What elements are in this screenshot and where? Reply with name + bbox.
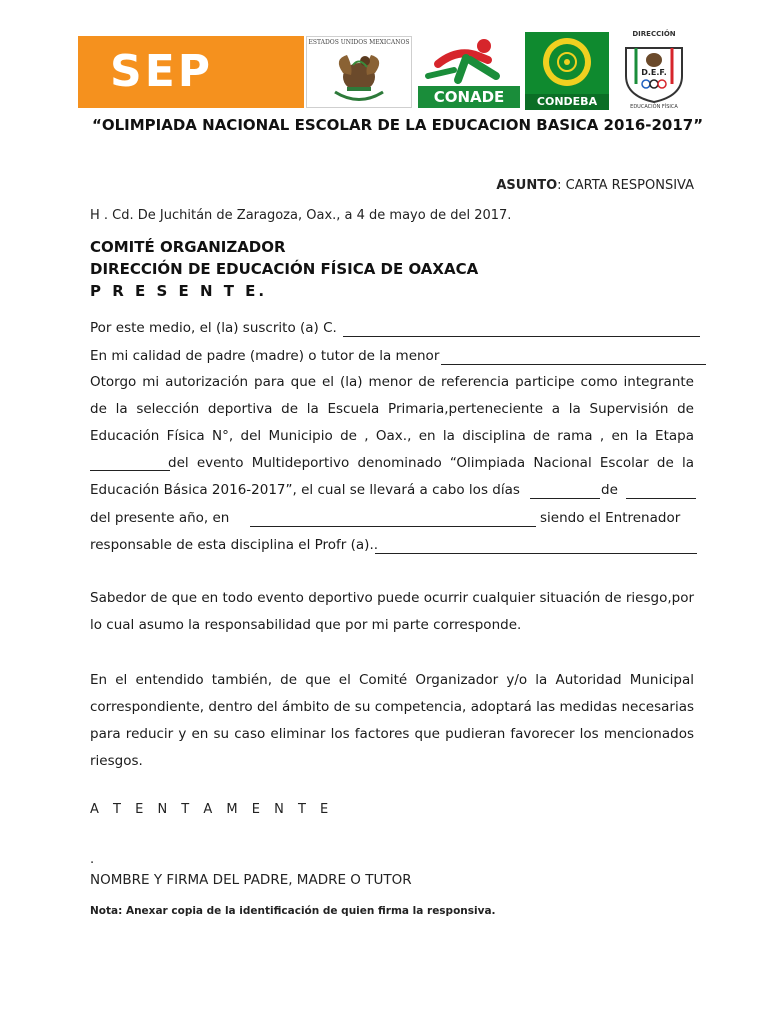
eagle-icon — [307, 37, 411, 107]
para3-line-3: para reducir y en su caso eliminar los factores que pudieran favorecer los mencionados — [90, 726, 694, 742]
runner-icon — [418, 36, 520, 86]
atentamente: A T E N T A M E N T E — [90, 802, 334, 817]
place-date: H . Cd. De Juchitán de Zaragoza, Oax., a 4 de mayo de del 2017. — [90, 208, 512, 223]
note: Nota: Anexar copia de la identificación de quien firma la responsiva. — [90, 905, 496, 917]
asunto-label: ASUNTO — [496, 178, 558, 193]
body-line-7b: de — [601, 482, 618, 498]
body-line-1: Por este medio, el (la) suscrito (a) C. — [90, 320, 337, 336]
body-line-6: del evento Multideportivo denominado “Olimpiada Nacional Escolar de la — [168, 455, 694, 471]
body-line-7a: Educación Básica 2016-2017”, el cual se llevará a cabo los días — [90, 482, 520, 498]
sep-logo-text: SEP — [110, 46, 213, 97]
blank-suscrito — [343, 336, 700, 337]
condeba-emblem-icon — [525, 32, 609, 94]
blank-menor — [441, 364, 706, 365]
para3-line-4: riesgos. — [90, 753, 143, 769]
blank-entrenador — [375, 553, 697, 554]
def-logo — [612, 28, 696, 110]
body-line-2: En mi calidad de padre (madre) o tutor de la menor — [90, 348, 440, 364]
blank-etapa — [90, 470, 170, 471]
conade-label: CONADE — [418, 86, 520, 108]
body-line-8a: del presente año, en — [90, 510, 230, 526]
sep-logo — [78, 36, 304, 108]
body-line-3: Otorgo mi autorización para que el (la) menor de referencia participe como integrante — [90, 374, 694, 390]
def-bottom-text: EDUCACIÓN FÍSICA — [630, 104, 678, 110]
body-line-8b: siendo el Entrenador — [540, 510, 681, 526]
document-title: “OLIMPIADA NACIONAL ESCOLAR DE LA EDUCACION BASICA 2016-2017” — [92, 116, 704, 134]
escudo-text: ESTADOS UNIDOS MEXICANOS — [308, 39, 410, 46]
asunto-value: : CARTA RESPONSIVA — [557, 178, 694, 193]
body-line-9: responsable de esta disciplina el Profr (a).. — [90, 537, 379, 553]
body-line-5: Educación Física N°, del Municipio de , Oax., en la disciplina de rama , en la Etapa — [90, 428, 694, 444]
blank-dias — [530, 498, 600, 499]
para3-line-1: En el entendido también, de que el Comité Organizador y/o la Autoridad Municipal — [90, 672, 694, 688]
blank-lugar — [250, 526, 536, 527]
asunto-line — [496, 178, 694, 193]
signature-dot: . — [90, 852, 95, 867]
escudo-nacional-logo — [306, 36, 412, 108]
condeba-label: CONDEBA — [525, 94, 609, 110]
def-mid-text: D.E.F. — [641, 68, 667, 77]
def-top-text: DIRECCIÓN — [632, 30, 676, 38]
recipient-line-3: P R E S E N T E. — [90, 282, 268, 300]
body-line-4: de la selección deportiva de la Escuela Primaria,perteneciente a la Supervisión de — [90, 401, 694, 417]
recipient-line-2: DIRECCIÓN DE EDUCACIÓN FÍSICA DE OAXACA — [90, 260, 479, 278]
para2-line-2: lo cual asumo la responsabilidad que por mi parte corresponde. — [90, 617, 522, 633]
para3-line-2: correspondiente, dentro del ámbito de su competencia, adoptará las medidas necesarias — [90, 699, 694, 715]
conade-logo — [418, 36, 520, 108]
para2-line-1: Sabedor de que en todo evento deportivo puede ocurrir cualquier situación de riesgo,por — [90, 590, 694, 606]
def-shield-icon — [612, 28, 696, 110]
blank-dias-2 — [626, 498, 696, 499]
condeba-logo — [525, 32, 609, 110]
recipient-line-1: COMITÉ ORGANIZADOR — [90, 238, 286, 256]
signature-label: NOMBRE Y FIRMA DEL PADRE, MADRE O TUTOR — [90, 872, 412, 888]
